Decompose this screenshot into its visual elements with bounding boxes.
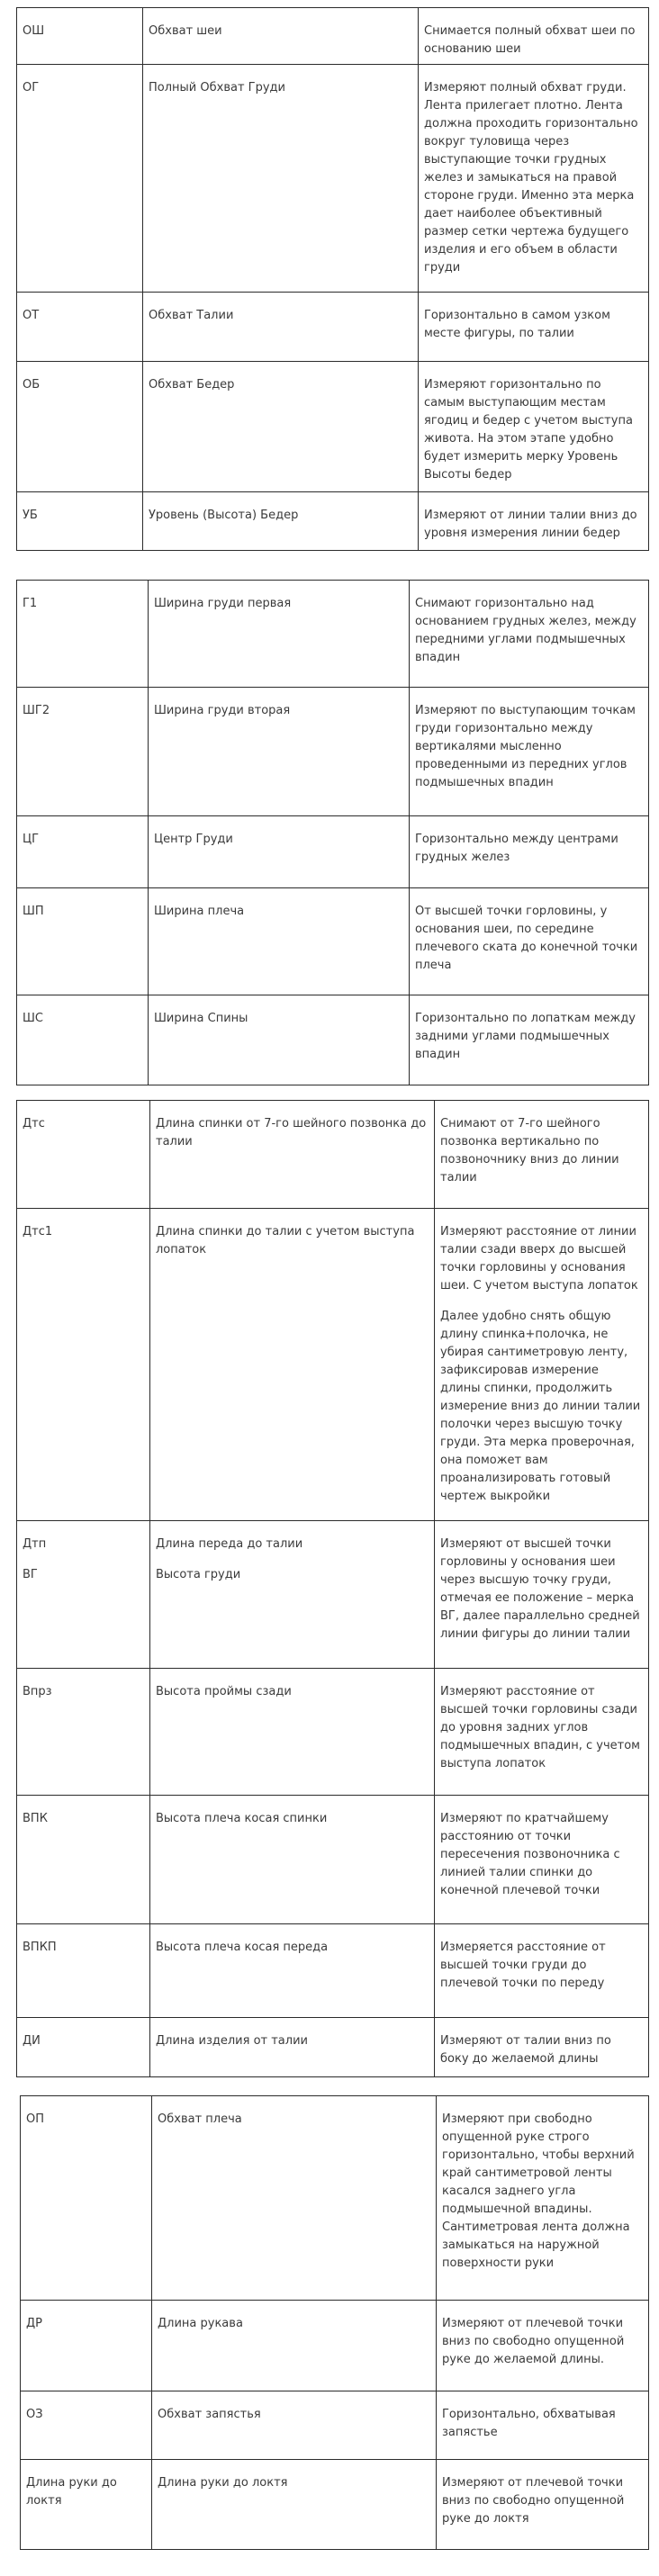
desc-text: Горизонтально, обхватывая запястье — [442, 2408, 616, 2439]
table-row — [17, 816, 649, 888]
desc-text: Измеряют расстояние от линии талии сзади вверх до высшей точки горловины у основания шеи. С учетом выступа лопаток — [440, 1225, 638, 1293]
code-cell: ШС — [17, 995, 149, 1085]
code-cell: Г1 — [17, 581, 149, 688]
desc-text: Измеряют от линии талии вниз до уровня измерения линии бедер — [424, 509, 637, 540]
code-cell: Впрз — [17, 1669, 150, 1796]
table-row — [17, 888, 649, 995]
desc-text: От высшей точки горловины, у основания шеи, по середине плечевого ската до конечной точки плеча — [415, 905, 638, 972]
name-cell: Обхват плеча — [152, 2096, 437, 2301]
code-cell: ОГ — [17, 65, 143, 293]
table-row — [17, 995, 649, 1085]
name-text: Длина переда до талии — [156, 1537, 303, 1551]
name-cell: Высота плеча косая спинки — [150, 1796, 435, 1924]
desc-text: Снимают горизонтально над основанием грудных желез, между передними углами подмышечных впадин — [415, 597, 636, 664]
code-cell: ШП — [17, 888, 149, 995]
name-cell: Длина спинки от 7-го шейного позвонка до талии — [150, 1101, 435, 1209]
table-row — [17, 1209, 649, 1521]
name-cell: Полный Обхват Груди — [143, 65, 419, 293]
code-cell: ЦГ — [17, 816, 149, 888]
measurements-table-2 — [16, 580, 649, 1085]
table-row — [17, 2018, 649, 2077]
name-cell: Длина руки до локтя — [152, 2460, 437, 2550]
table-row — [17, 581, 649, 688]
measurements-table-3 — [16, 1100, 649, 2077]
measurements-table-1 — [16, 7, 649, 551]
name-cell: Ширина плеча — [149, 888, 410, 995]
name-cell: Центр Груди — [149, 816, 410, 888]
desc-text: Измеряют от плечевой точки вниз по свободно опущенной руке до желаемой длины. — [442, 2317, 625, 2366]
name-cell — [150, 1521, 435, 1669]
desc-cell — [435, 2018, 649, 2077]
desc-text: Горизонтально в самом узком месте фигуры, по талии — [424, 309, 610, 340]
desc-cell — [410, 581, 649, 688]
code-cell: ОП — [21, 2096, 152, 2301]
table-row — [21, 2096, 649, 2301]
table-row — [17, 1101, 649, 1209]
code-cell: ОБ — [17, 362, 143, 492]
desc-cell — [437, 2301, 649, 2391]
table-row — [21, 2391, 649, 2460]
name-cell: Обхват шеи — [143, 8, 419, 65]
code-cell — [17, 1521, 150, 1669]
table-row — [17, 492, 649, 551]
name-cell: Обхват Бедер — [143, 362, 419, 492]
code-cell: ВПК — [17, 1796, 150, 1924]
desc-cell — [435, 1101, 649, 1209]
table-row — [21, 2460, 649, 2550]
desc-cell — [410, 688, 649, 816]
code-cell: ОШ — [17, 8, 143, 65]
desc-cell — [419, 362, 649, 492]
measurements-table-4 — [20, 2095, 649, 2550]
code-cell: ШГ2 — [17, 688, 149, 816]
code-cell: ДИ — [17, 2018, 150, 2077]
desc-cell — [419, 65, 649, 293]
desc-cell — [435, 1521, 649, 1669]
table-row — [17, 1924, 649, 2018]
desc-text: Измеряется расстояние от высшей точки груди до плечевой точки по переду — [440, 1941, 606, 1990]
name-cell: Уровень (Высота) Бедер — [143, 492, 419, 551]
desc-cell — [410, 816, 649, 888]
desc-text: Снимается полный обхват шеи по основанию шеи — [424, 24, 636, 56]
table-row — [17, 65, 649, 293]
desc-cell — [419, 8, 649, 65]
desc-text: Снимают от 7-го шейного позвонка вертикально по позвоночнику вниз до линии талии — [440, 1117, 619, 1184]
code-cell: Длина руки до локтя — [21, 2460, 152, 2550]
code-cell: ВПКП — [17, 1924, 150, 2018]
desc-text: Горизонтально по лопаткам между задними углами подмышечных впадин — [415, 1012, 636, 1061]
code-cell: ДР — [21, 2301, 152, 2391]
table-row — [17, 293, 649, 362]
desc-cell — [435, 1796, 649, 1924]
name-cell: Ширина груди вторая — [149, 688, 410, 816]
name-cell: Высота плеча косая переда — [150, 1924, 435, 2018]
desc-text: Измеряют по выступающим точкам груди горизонтально между вертикалями мысленно проведенными из передних углов подмышечных впадин — [415, 704, 636, 789]
desc-cell — [437, 2460, 649, 2550]
desc-text: Далее удобно снять общую длину спинка+полочка, не убирая сантиметровую ленту, зафиксировав измерение длины спинки, продолжить измерение вниз до линии талии полочки через высшую точку груди. Эта мерка проверочная, она поможет вам проанализировать готовый чертеж выкройки — [440, 1310, 641, 1503]
name-cell: Ширина Спины — [149, 995, 410, 1085]
code-cell: УБ — [17, 492, 143, 551]
table-row — [17, 1521, 649, 1669]
code-cell: Дтс1 — [17, 1209, 150, 1521]
desc-cell — [437, 2391, 649, 2460]
name-cell: Ширина груди первая — [149, 581, 410, 688]
table-row — [17, 8, 649, 65]
desc-text: Измеряют расстояние от высшей точки горловины сзади до уровня задних углов подмышечных впадин, с учетом выступа лопаток — [440, 1685, 640, 1770]
desc-text: Горизонтально между центрами грудных желез — [415, 833, 618, 864]
desc-cell — [419, 293, 649, 362]
code-cell: ОЗ — [21, 2391, 152, 2460]
table-row — [17, 1669, 649, 1796]
desc-cell — [437, 2096, 649, 2301]
name-cell: Длина рукава — [152, 2301, 437, 2391]
desc-text: Измеряют по кратчайшему расстоянию от точки пересечения позвоночника с линией талии спинки до конечной плечевой точки — [440, 1812, 620, 1897]
desc-text: Измеряют от талии вниз по боку до желаемой длины — [440, 2034, 611, 2066]
desc-text: Измеряют от плечевой точки вниз по свободно опущенной руке до локтя — [442, 2476, 625, 2526]
desc-cell — [435, 1924, 649, 2018]
table-row — [21, 2301, 649, 2391]
desc-cell — [419, 492, 649, 551]
table-row — [17, 688, 649, 816]
desc-text: Измеряют от высшей точки горловины у основания шеи через высшую точку груди, отмечая ее положение – мерка ВГ, далее параллельно средней линии фигуры до линии талии — [440, 1537, 640, 1641]
desc-text: Измеряют полный обхват груди. Лента прилегает плотно. Лента должна проходить горизонтально вокруг туловища через выступающие точки грудных желез и замыкаться на правой стороне груди. Именно эта мерка дает наиболее объективный размер сетки чертежа будущего изделия и его объем в области груди — [424, 81, 638, 275]
name-cell: Длина изделия от талии — [150, 2018, 435, 2077]
code-text: Дтп — [23, 1537, 47, 1551]
desc-cell — [410, 888, 649, 995]
table-row — [17, 362, 649, 492]
name-cell: Длина спинки до талии с учетом выступа лопаток — [150, 1209, 435, 1521]
name-cell: Обхват Талии — [143, 293, 419, 362]
desc-cell — [435, 1669, 649, 1796]
desc-text: Измеряют горизонтально по самым выступающим местам ягодиц и бедер с учетом выступа живота. На этом этапе удобно будет измерить мерку Уровень Высоты бедер — [424, 378, 633, 482]
desc-cell — [410, 995, 649, 1085]
code-cell: ОТ — [17, 293, 143, 362]
code-text: ВГ — [23, 1568, 38, 1581]
desc-text: Измеряют при свободно опущенной руке строго горизонтально, чтобы верхний край сантиметровой ленты касался заднего угла подмышечной впадины. Сантиметровая лента должна замыкаться на наружной поверхности руки — [442, 2112, 635, 2270]
table-row — [17, 1796, 649, 1924]
name-cell: Обхват запястья — [152, 2391, 437, 2460]
name-cell: Высота проймы сзади — [150, 1669, 435, 1796]
desc-cell — [435, 1209, 649, 1521]
code-cell: Дтс — [17, 1101, 150, 1209]
name-text: Высота груди — [156, 1568, 241, 1581]
